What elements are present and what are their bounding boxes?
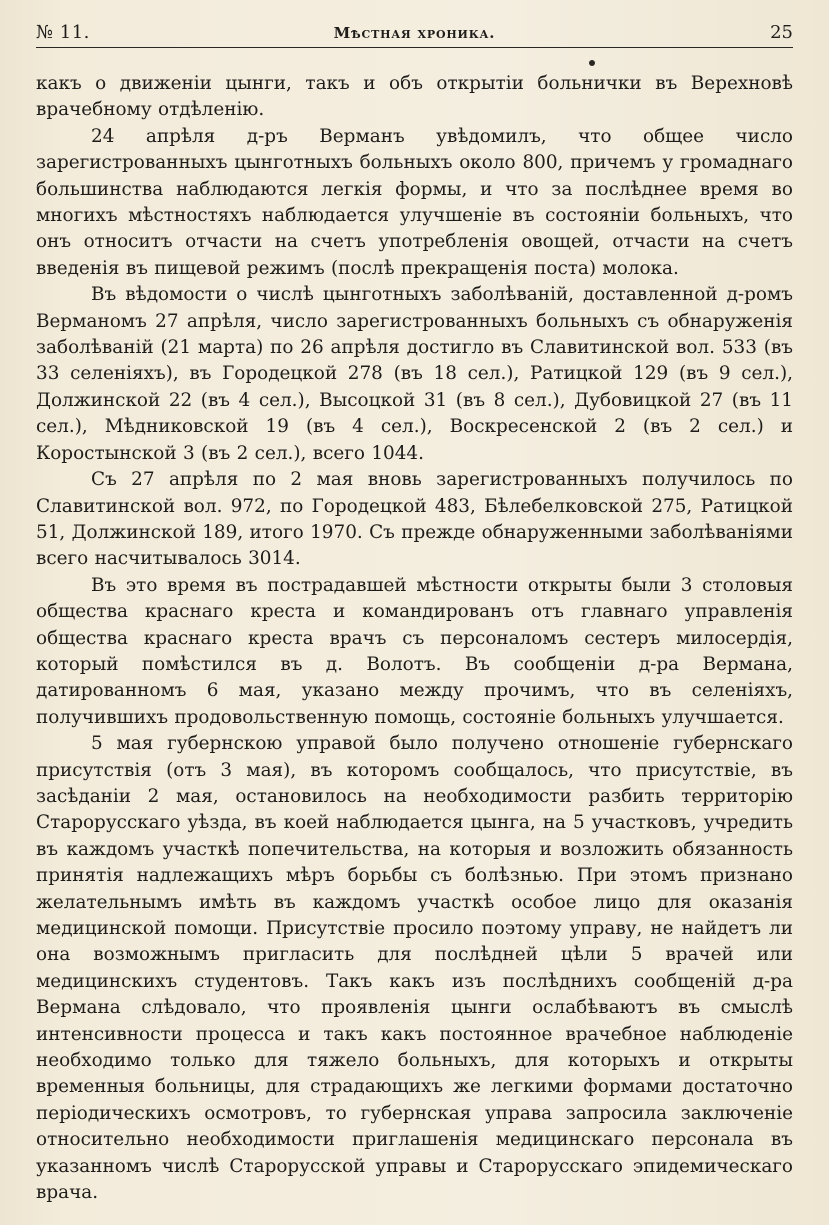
header-rule: [36, 47, 793, 48]
paragraph: Съ 27 апрѣля по 2 мая вновь зарегистрованныхъ получилось по Славитинской вол. 972, по Городецкой 483, Бѣлебелковской 275, Ратицкой 51, Должинской 189, итого 1970. Съ прежде обнаруженными заболѣваніями всего насчитывалось 3014.: [36, 469, 793, 570]
page-number: 25: [770, 22, 793, 43]
section-title: Мѣстная хроника.: [333, 24, 496, 42]
ink-dot: [589, 60, 595, 66]
article-body: [36, 71, 793, 1206]
issue-number: № 11.: [36, 22, 90, 43]
paragraph: 24 апрѣля д-ръ Верманъ увѣдомилъ, что общее число зарегистрованныхъ цынготныхъ больныхъ около 800, причемъ у громаднаго большинства наблюдаются легкія формы, и что за послѣднее время во многихъ мѣстностяхъ наблюдается улучшеніе въ состояніи больныхъ, что онъ относитъ отчасти на счетъ употребленія овощей, отчасти на счетъ введенія въ пищевой режимъ (послѣ прекращенія поста) молока.: [36, 125, 793, 279]
paragraph: Въ это время въ пострадавшей мѣстности открыты были 3 столовыя общества краснаго креста и командированъ отъ главнаго управленія общества краснаго креста врачъ съ персоналомъ сестеръ милосердія, который помѣстился въ д. Волотъ. Въ сообщеніи д-ра Вермана, датированномъ 6 мая, указано между прочимъ, что въ селеніяхъ, получившихъ продовольственную помощь, состояніе больныхъ улучшается.: [36, 574, 793, 728]
paragraph-continued: какъ о движеніи цынги, такъ и объ открытіи больнички въ Верехновѣ врачебному отдѣленію.: [36, 73, 793, 121]
running-header: [36, 20, 793, 50]
paragraph: Въ вѣдомости о числѣ цынготныхъ заболѣваній, доставленной д-ромъ Верманомъ 27 апрѣля, число зарегистрованныхъ больныхъ съ обнаруженія заболѣваній (21 марта) по 26 апрѣля достигло въ Славитинской вол. 533 (въ 33 селеніяхъ), въ Городецкой 278 (въ 18 сел.), Ратицкой 129 (въ 9 сел.), Должинской 22 (въ 4 сел.), Высоцкой 31 (въ 8 сел.), Дубовицкой 27 (въ 11 сел.), Мѣдниковской 19 (въ 4 сел.), Воскресенской 2 (въ 2 сел.) и Коростынской 3 (въ 2 сел.), всего 1044.: [36, 284, 793, 464]
paragraph: 5 мая губернскою управой было получено отношеніе губернскаго присутствія (отъ 3 мая), въ которомъ сообщалось, что присутствіе, въ засѣданіи 2 мая, остановилось на необходимости разбить территорію Старорусскаго уѣзда, въ коей наблюдается цынга, на 5 участковъ, учредить въ каждомъ участкѣ попечительства, на которыя и возложить обязанность принятія надлежащихъ мѣръ борьбы съ болѣзнью. При этомъ признано желательнымъ имѣть въ каждомъ участкѣ особое лицо для оказанія медицинской помощи. Присутствіе просило поэтому управу, не найдетъ ли она возможнымъ пригласить для послѣдней цѣли 5 врачей или медицинскихъ студентовъ. Такъ какъ изъ послѣднихъ сообщеній д-ра Вермана слѣдовало, что проявленія цынги ослабѣваютъ въ смыслѣ интенсивности процесса и такъ какъ постоянное врачебное наблюденіе необходимо только для тяжело больныхъ, для которыхъ и открыты временныя больницы, для страдающихъ же легкими формами достаточно періодическихъ осмотровъ, то губернская управа запросила заключеніе относительно необходимости приглашенія медицинскаго персонала въ указанномъ числѣ Старорусской управы и Старорусскаго эпидемическаго врача.: [36, 733, 793, 1204]
